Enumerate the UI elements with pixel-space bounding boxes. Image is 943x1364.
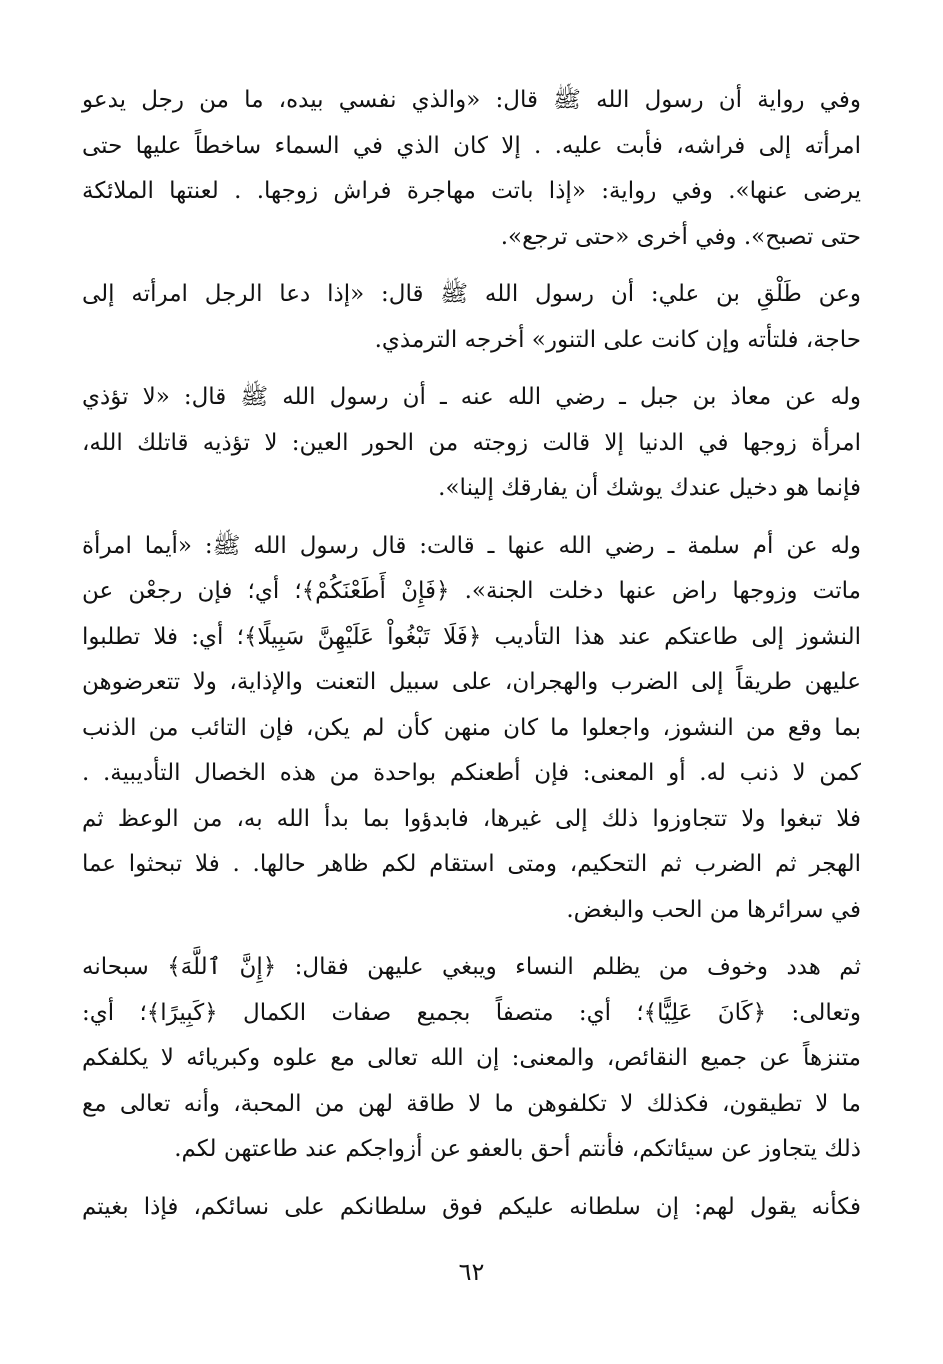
- text-line: فلا تبغوا ولا تتجاوزوا ذلك إلى غيرها، فابدؤوا بما بدأ الله به، من الوعظ ثم: [82, 805, 861, 832]
- text-line: في سرائرها من الحب والبغض.: [566, 896, 861, 923]
- text-line: فإنما هو دخيل عندك يوشك أن يفارقك إلينا».: [438, 475, 861, 501]
- text-line: وله عن معاذ بن جبل ـ رضي الله عنه ـ أن رسول الله ﷺ قال: «لا تؤذي: [82, 384, 861, 410]
- text-line: امرأته إلى فراشه، فأبت عليه. . إلا كان الذي في السماء ساخطاً عليها حتى: [82, 132, 861, 159]
- text-line: الهجر ثم الضرب ثم التحكيم، ومتى استقام لكم ظاهر حالها. . فلا تبحثوا عما: [82, 851, 861, 877]
- text-line: ماتت وزوجها راض عنها دخلت الجنة». ﴿فَإِنْ أَطَعْنَكُمْ﴾؛ أي؛ فإن رجعْن عن: [82, 578, 861, 604]
- text-line: وتعالى: ﴿كَانَ عَلِيًّا﴾؛ أي: متصفاً بجميع صفات الكمال ﴿كَبِيرًا﴾؛ أي:: [82, 999, 861, 1026]
- text-line: حاجة، فلتأته وإن كانت على التنور» أخرجه الترمذي.: [374, 326, 861, 353]
- text-line: عليهن طريقاً إلى الضرب والهجران، على سبيل التعنت والإذاية، ولا تتعرضوهن: [82, 669, 861, 695]
- paragraph-5: [82, 945, 861, 1173]
- page-body: [82, 78, 861, 1230]
- text-line: وله عن أم سلمة ـ رضي الله عنها ـ قالت: قال رسول الله ﷺ: «أيما امرأة: [82, 532, 861, 559]
- paragraph-1: [82, 78, 861, 260]
- paragraph-3: [82, 375, 861, 512]
- text-line: ما لا تطيقون، فكذلك لا تكلفوهن ما لا طاقة لهن من المحبة، وأنه تعالى مع: [82, 1090, 861, 1117]
- text-line: بما وقع من النشوز، واجعلوا ما كان منهن كأن لم يكن، فإن التائب من الذنب: [82, 714, 861, 741]
- text-line: النشوز إلى طاعتكم عند هذا التأديب ﴿فَلَا تَبْغُواْ عَلَيْهِنَّ سَبِيلًا﴾؛ أي: فلا تطلبوا: [82, 623, 861, 650]
- text-line: امرأة زوجها في الدنيا إلا قالت زوجته من الحور العين: لا تؤذيه قاتلك الله،: [82, 429, 861, 456]
- paragraph-4: [82, 524, 861, 934]
- text-line: وفي رواية أن رسول الله ﷺ قال: «والذي نفسي بيده، ما من رجل يدعو: [82, 87, 861, 113]
- text-line: وعن طَلْقِ بن علي: أن رسول الله ﷺ قال: «إذا دعا الرجل امرأته إلى: [82, 281, 861, 307]
- text-line: كمن لا ذنب له. أو المعنى: فإن أطعنكم بواحدة من هذه الخصال التأديبية. .: [82, 760, 861, 786]
- paragraph-6: [82, 1185, 861, 1231]
- text-line: حتى تصبح». وفي أخرى «حتى ترجع».: [500, 223, 861, 250]
- text-line: ذلك يتجاوز عن سيئاتكم، فأنتم أحق بالعفو عن أزواجكم عند طاعتهن لكم.: [174, 1136, 861, 1162]
- page-number: ٦٢: [458, 1258, 485, 1286]
- paragraph-2: [82, 272, 861, 363]
- text-line: فكأنه يقول لهم: إن سلطانه عليكم فوق سلطانكم على نسائكم، فإذا بغيتم: [82, 1193, 861, 1220]
- text-line: متنزهاً عن جميع النقائص، والمعنى: إن الله تعالى مع علوه وكبريائه لا يكلفكم: [82, 1045, 861, 1071]
- text-line: ثم هدد وخوف من يظلم النساء ويبغي عليهن فقال: ﴿إِنَّ ٱللَّهَ﴾ سبحانه: [82, 954, 861, 980]
- text-line: يرضى عنها». وفي رواية: «إذا باتت مهاجرة فراش زوجها. . لعنتها الملائكة: [82, 178, 861, 204]
